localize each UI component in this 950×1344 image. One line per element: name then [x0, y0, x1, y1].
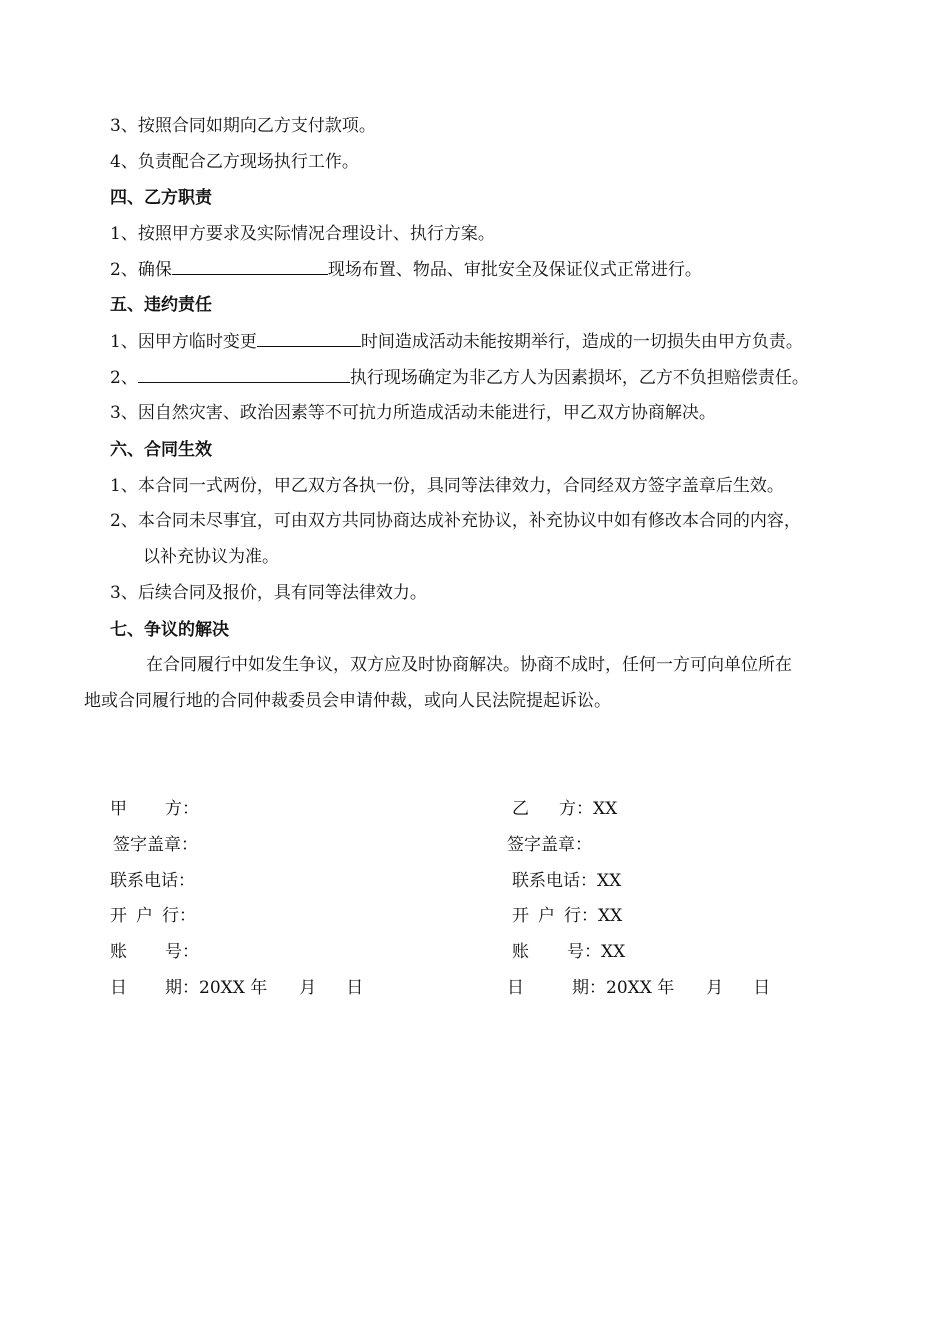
party-a-seal-row: 签字盖章： — [113, 835, 198, 855]
party-a-phone-row: 联系电话： — [110, 871, 195, 891]
clause-d2-cont: 以补充协议为准。 — [143, 547, 279, 567]
clause-d1: 1、本合同一式两份，甲乙双方各执一份，具同等法律效力，合同经双方签字盖章后生效。 — [110, 476, 784, 496]
clause-a4: 4、负责配合乙方现场执行工作。 — [110, 152, 359, 172]
party-a-account-row: 账 号： — [110, 942, 199, 962]
party-b-seal-row: 签字盖章： — [507, 835, 592, 855]
clause-b1: 1、按照甲方要求及实际情况合理设计、执行方案。 — [110, 224, 495, 244]
clause-c3: 3、因自然灾害、政治因素等不可抗力所造成活动未能进行，甲乙双方协商解决。 — [110, 403, 716, 423]
party-b-name-row: 乙 方：XX — [512, 799, 618, 819]
clause-c1-post: 时间造成活动未能按期举行，造成的一切损失由甲方负责。 — [360, 332, 803, 352]
clause-d2: 2、本合同未尽事宜，可由双方共同协商达成补充协议，补充协议中如有修改本合同的内容， — [110, 511, 801, 531]
party-a-name-row: 甲 方： — [110, 799, 199, 819]
clause-b2-post: 现场布置、物品、审批安全及保证仪式正常进行。 — [327, 260, 702, 280]
section-heading-5: 五、违约责任 — [110, 295, 212, 315]
clause-d3: 3、后续合同及报价，具有同等法律效力。 — [110, 583, 427, 603]
blank-field — [138, 365, 350, 383]
blank-field — [257, 329, 361, 347]
party-b-date-row: 日 期：20XX 年 月 日 — [507, 978, 771, 998]
clause-c2 — [110, 365, 809, 390]
party-b-phone-row: 联系电话：XX — [512, 871, 622, 891]
dispute-paragraph-line-2: 地或合同履行地的合同仲裁委员会申请仲裁，或向人民法院提起诉讼。 — [84, 691, 611, 711]
clause-c2-pre: 2、 — [110, 368, 138, 388]
section-heading-6: 六、合同生效 — [110, 440, 212, 460]
party-b-bank-row: 开 户 行：XX — [512, 906, 623, 926]
party-a-date-row: 日 期：20XX 年 月 日 — [110, 978, 364, 998]
clause-b2-pre: 2、确保 — [110, 260, 172, 280]
clause-a3: 3、按照合同如期向乙方支付款项。 — [110, 116, 376, 136]
section-heading-7: 七、争议的解决 — [110, 620, 229, 640]
clause-b2 — [110, 257, 702, 282]
clause-c2-post: 执行现场确定为非乙方人为因素损坏，乙方不负担赔偿责任。 — [349, 368, 809, 388]
dispute-paragraph-line-1: 在合同履行中如发生争议，双方应及时协商解决。协商不成时，任何一方可向单位所在 — [146, 655, 792, 675]
clause-c1-pre: 1、因甲方临时变更 — [110, 332, 257, 352]
party-b-account-row: 账 号：XX — [512, 942, 626, 962]
section-heading-4: 四、乙方职责 — [110, 188, 212, 208]
blank-field — [172, 257, 328, 275]
party-a-bank-row: 开 户 行： — [110, 906, 196, 926]
clause-c1 — [110, 329, 803, 354]
